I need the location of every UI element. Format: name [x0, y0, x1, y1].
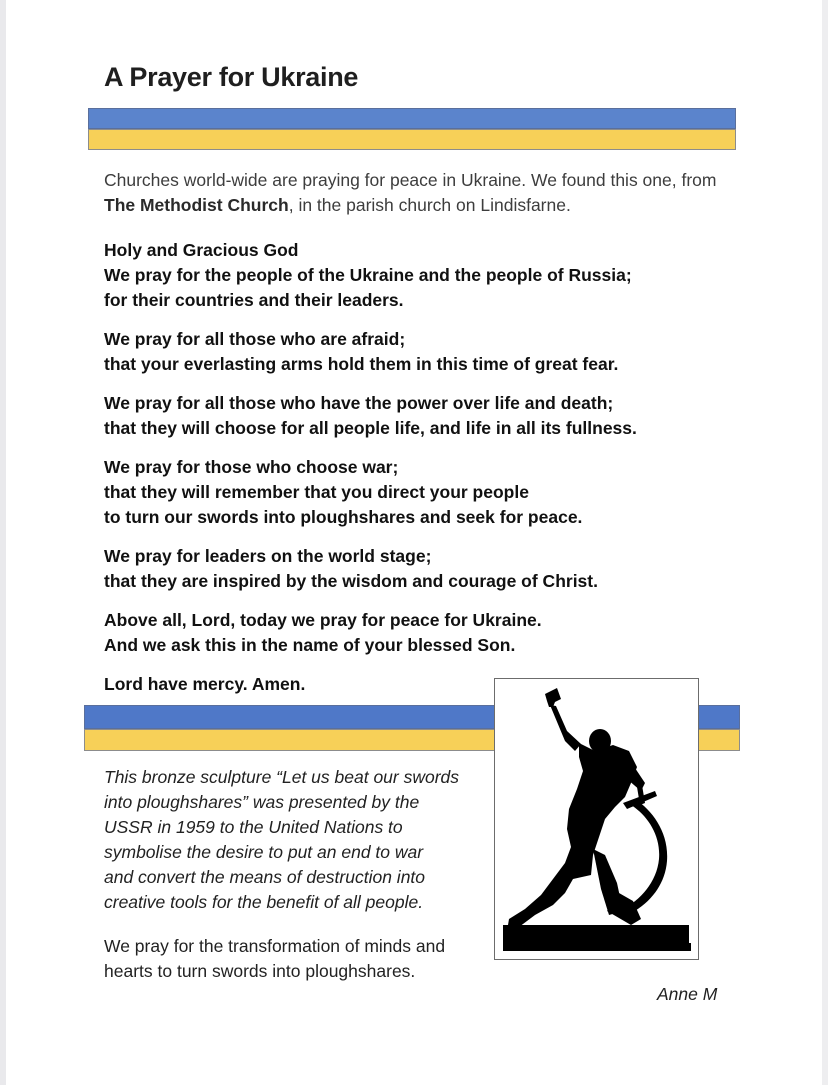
prayer-stanza: Holy and Gracious God We pray for the people of the Ukraine and the people of Russia; for their countries and their leaders. — [104, 240, 632, 310]
flag-blue-stripe — [88, 108, 736, 129]
prayer-stanza: We pray for all those who have the power over life and death; that they will choose for all people life, and life in all its fullness. — [104, 393, 637, 438]
prayer-stanza-amen: Lord have mercy. Amen. — [104, 674, 306, 694]
prayer-stanza: We pray for those who choose war; that they will remember that you direct your people to turn our swords into ploughshares and seek for peace. — [104, 457, 583, 527]
sculpture-image — [494, 678, 699, 960]
page-title: A Prayer for Ukraine — [104, 62, 359, 92]
prayer-stanza: Above all, Lord, today we pray for peace for Ukraine. And we ask this in the name of your blessed Son. — [104, 610, 542, 655]
intro-church-name: The Methodist Church — [104, 195, 289, 215]
page-edge-right — [822, 0, 828, 1085]
intro-text-start: Churches world-wide are praying for peace in Ukraine. We found this one, from — [104, 170, 717, 190]
sculpture-silhouette-icon — [495, 679, 698, 959]
intro-paragraph — [104, 168, 724, 218]
prayer-stanza: We pray for leaders on the world stage; that they are inspired by the wisdom and courage of Christ. — [104, 546, 598, 591]
sculpture-caption: This bronze sculpture “Let us beat our swords into ploughshares” was presented by the USSR in 1959 to the United Nations to symbolise the desire to put an end to war and convert the means of destruction into creative tools for the benefit of all people. — [104, 767, 460, 912]
prayer-text — [104, 238, 734, 711]
author-signature: Anne M — [657, 984, 718, 1004]
ukraine-flag-banner-top — [88, 108, 736, 150]
closing-paragraph: We pray for the transformation of minds and hearts to turn swords into ploughshares. — [104, 936, 446, 981]
flag-yellow-stripe — [88, 129, 736, 150]
prayer-stanza: We pray for all those who are afraid; that your everlasting arms hold them in this time of great fear. — [104, 329, 619, 374]
intro-text-end: , in the parish church on Lindisfarne. — [288, 195, 571, 215]
document-page — [6, 0, 822, 1085]
